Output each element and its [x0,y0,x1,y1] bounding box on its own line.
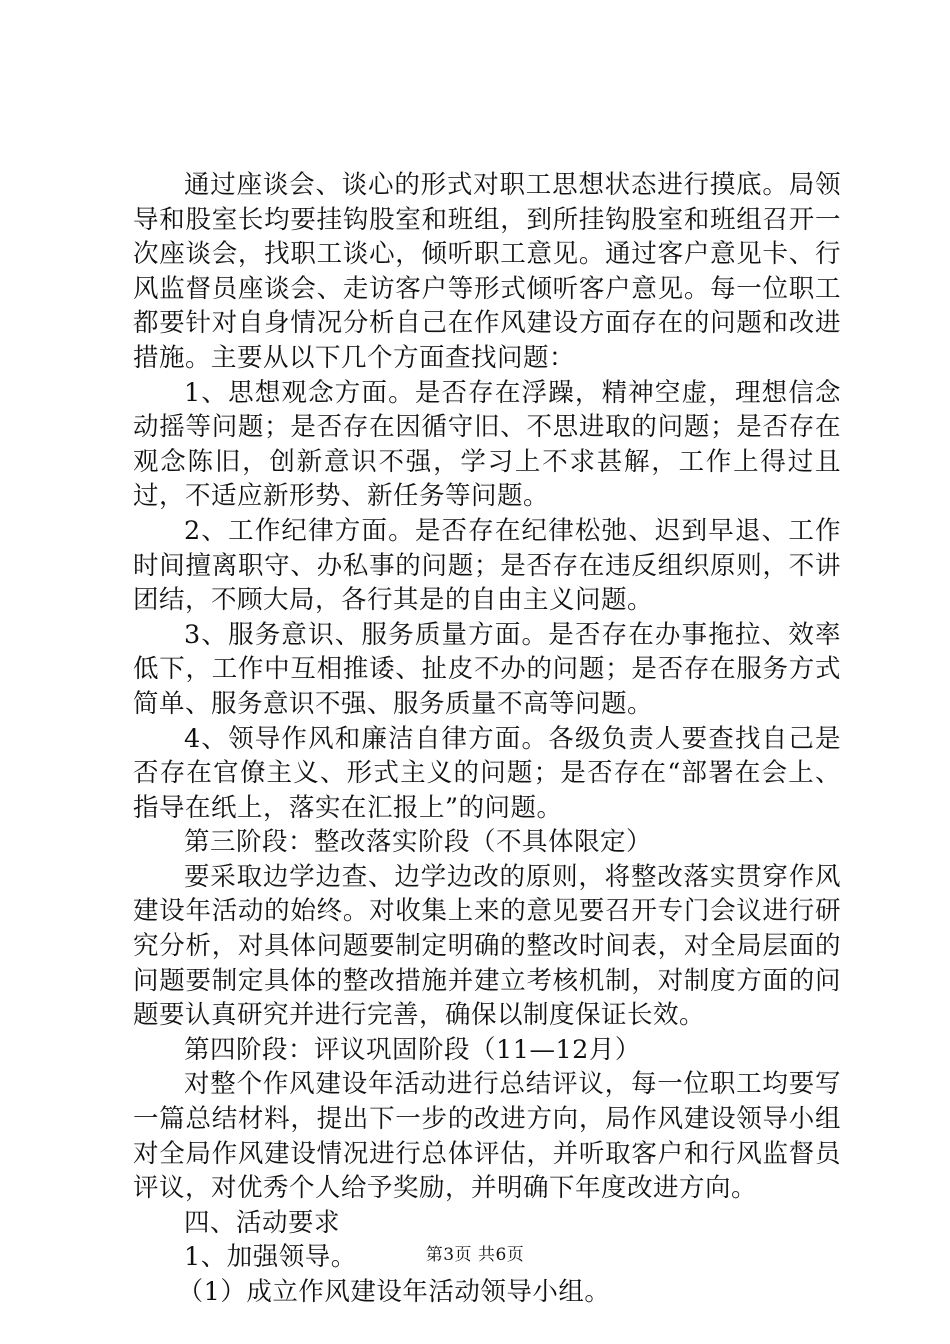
paragraph-item-3: 3、服务意识、服务质量方面。是否存在办事拖拉、效率低下，工作中互相推诿、扯皮不办的问题；是否存在服务方式简单、服务意识不强、服务质量不高等问题。 [133,619,841,719]
paragraph-stage-4: 对整个作风建设年活动进行总结评议，每一位职工均要写一篇总结材料，提出下一步的改进方向，局作风建设领导小组对全局作风建设情况进行总体评估，并听取客户和行风监督员评议，对优秀个人给予奖励，并明确下年度改进方向。 [133,1069,841,1204]
paragraph-leadership-group: （1）成立作风建设年活动领导小组。 [177,1277,611,1307]
heading-requirements: 四、活动要求 [184,1207,341,1238]
paragraph-item-4: 4、领导作风和廉洁自律方面。各级负责人要查找自己是否存在官僚主义、形式主义的问题；是否存在“部署在会上、指导在纸上，落实在汇报上”的问题。 [133,723,841,823]
paragraph-stage-3: 要采取边学边查、边学边改的原则，将整改落实贯穿作风建设年活动的始终。对收集上来的意见要召开专门会议进行研究分析，对具体问题要制定明确的整改时间表，对全局层面的问题要制定具体的整改措施并建立考核机制，对制度方面的问题要认真研究并进行完善，确保以制度保证长效。 [133,861,841,1031]
heading-stage-4: 第四阶段：评议巩固阶段（11—12月） [184,1034,641,1065]
paragraph-item-2: 2、工作纪律方面。是否存在纪律松弛、迟到早退、工作时间擅离职守、办私事的问题；是否存在违反组织原则，不讲团结，不顾大局，各行其是的自由主义问题。 [133,515,841,616]
heading-stage-3: 第三阶段：整改落实阶段（不具体限定） [184,827,653,858]
page-footer: 第3页 共6页 [425,1245,525,1265]
paragraph-item-1: 1、思想观念方面。是否存在浮躁，精神空虚，理想信念动摇等问题；是否存在因循守旧、不思进取的问题；是否存在观念陈旧，创新意识不强，学习上不求甚解，工作上得过且过，不适应新形势、新任务等问题。 [133,377,841,512]
paragraph-intro: 通过座谈会、谈心的形式对职工思想状态进行摸底。局领导和股室长均要挂钩股室和班组，到所挂钩股室和班组召开一次座谈会，找职工谈心，倾听职工意见。通过客户意见卡、行风监督员座谈会、走访客户等形式倾听客户意见。每一位职工都要针对自身情况分析自己在作风建设方面存在的问题和改进措施。主要从以下几个方面查找问题： [133,170,841,373]
heading-strengthen-leadership: 1、加强领导。 [184,1242,357,1273]
document-body [133,168,841,1310]
